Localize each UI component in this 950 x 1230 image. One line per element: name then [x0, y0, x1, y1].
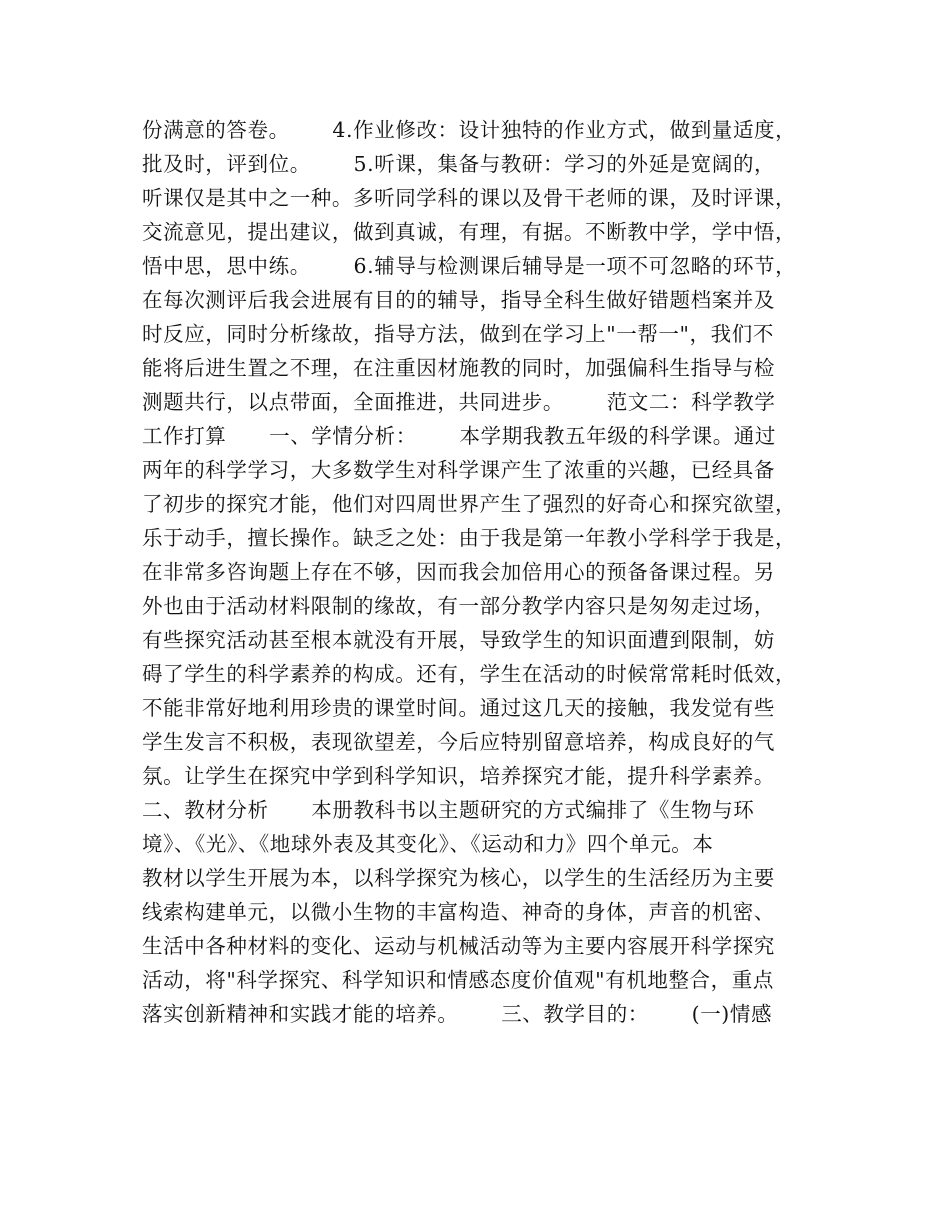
text-line-6: 在每次测评后我会进展有目的的辅导，指导全科生做好错题档案并及	[142, 288, 775, 312]
body-text	[142, 113, 832, 1031]
text-line-22: 境》、《光》、《地球外表及其变化》、《运动和力》四个单元。本	[142, 832, 714, 856]
text-line-23: 教材以学生开展为本，以科学探究为核心，以学生的生活经历为主要	[142, 866, 775, 890]
text-line-15: 外也由于活动材料限制的缘故，有一部分教学内容只是匆匆走过场，	[142, 594, 775, 618]
text-line-8: 能将后进生置之不理，在注重因材施教的同时，加强偏科生指导与检	[142, 356, 775, 380]
text-line-7: 时反应，同时分析缘故，指导方法，做到在学习上"一帮一"，我们不	[142, 322, 774, 346]
text-line-11: 两年的科学学习，大多数学生对科学课产生了浓重的兴趣，已经具备	[142, 458, 775, 482]
text-line-18: 不能非常好地利用珍贵的课堂时间。通过这几天的接触，我发觉有些	[142, 696, 775, 720]
text-line-25: 生活中各种材料的变化、运动与机械活动等为主要内容展开科学探究	[142, 934, 775, 958]
text-line-3: 听课仅是其中之一种。多听同学科的课以及骨干老师的课，及时评课，	[142, 186, 797, 210]
text-line-20: 氛。让学生在探究中学到科学知识，培养探究才能，提升科学素养。	[142, 764, 775, 788]
text-line-1: 份满意的答卷。 4.作业修改：设计独特的作业方式，做到量适度，	[142, 118, 797, 142]
text-line-16: 有些探究活动甚至根本就没有开展，导致学生的知识面遭到限制，妨	[142, 628, 775, 652]
text-line-12: 了初步的探究才能，他们对四周世界产生了强烈的好奇心和探究欲望，	[142, 492, 797, 516]
text-line-21: 二、教材分析 本册教科书以主题研究的方式编排了《生物与环	[142, 798, 755, 822]
text-line-13: 乐于动手，擅长操作。缺乏之处：由于我是第一年教小学科学于我是，	[142, 526, 797, 550]
text-line-10: 工作打算 一、学情分析： 本学期我教五年级的科学课。通过	[142, 424, 776, 448]
text-line-19: 学生发言不积极，表现欲望差，今后应特别留意培养，构成良好的气	[142, 730, 775, 754]
text-line-9: 测题共行，以点带面，全面推进，共同进步。 范文二：科学教学	[142, 390, 776, 414]
text-line-5: 悟中思，思中练。 6.辅导与检测课后辅导是一项不可忽略的环节，	[142, 254, 797, 278]
text-line-17: 碍了学生的科学素养的构成。还有，学生在活动的时候常常耗时低效，	[142, 662, 797, 686]
text-line-14: 在非常多咨询题上存在不够，因而我会加倍用心的预备备课过程。另	[142, 560, 775, 584]
text-line-24: 线索构建单元，以微小生物的丰富构造、神奇的身体，声音的机密、	[142, 900, 775, 924]
text-line-26: 活动，将"科学探究、科学知识和情感态度价值观"有机地整合，重点	[142, 968, 774, 992]
text-line-4: 交流意见，提出建议，做到真诚，有理，有据。不断教中学，学中悟，	[142, 220, 797, 244]
text-line-27: 落实创新精神和实践才能的培养。 三、教学目的： (一)情感	[142, 1002, 773, 1026]
text-line-2: 批及时，评到位。 5.听课，集备与教研：学习的外延是宽阔的，	[142, 152, 776, 176]
